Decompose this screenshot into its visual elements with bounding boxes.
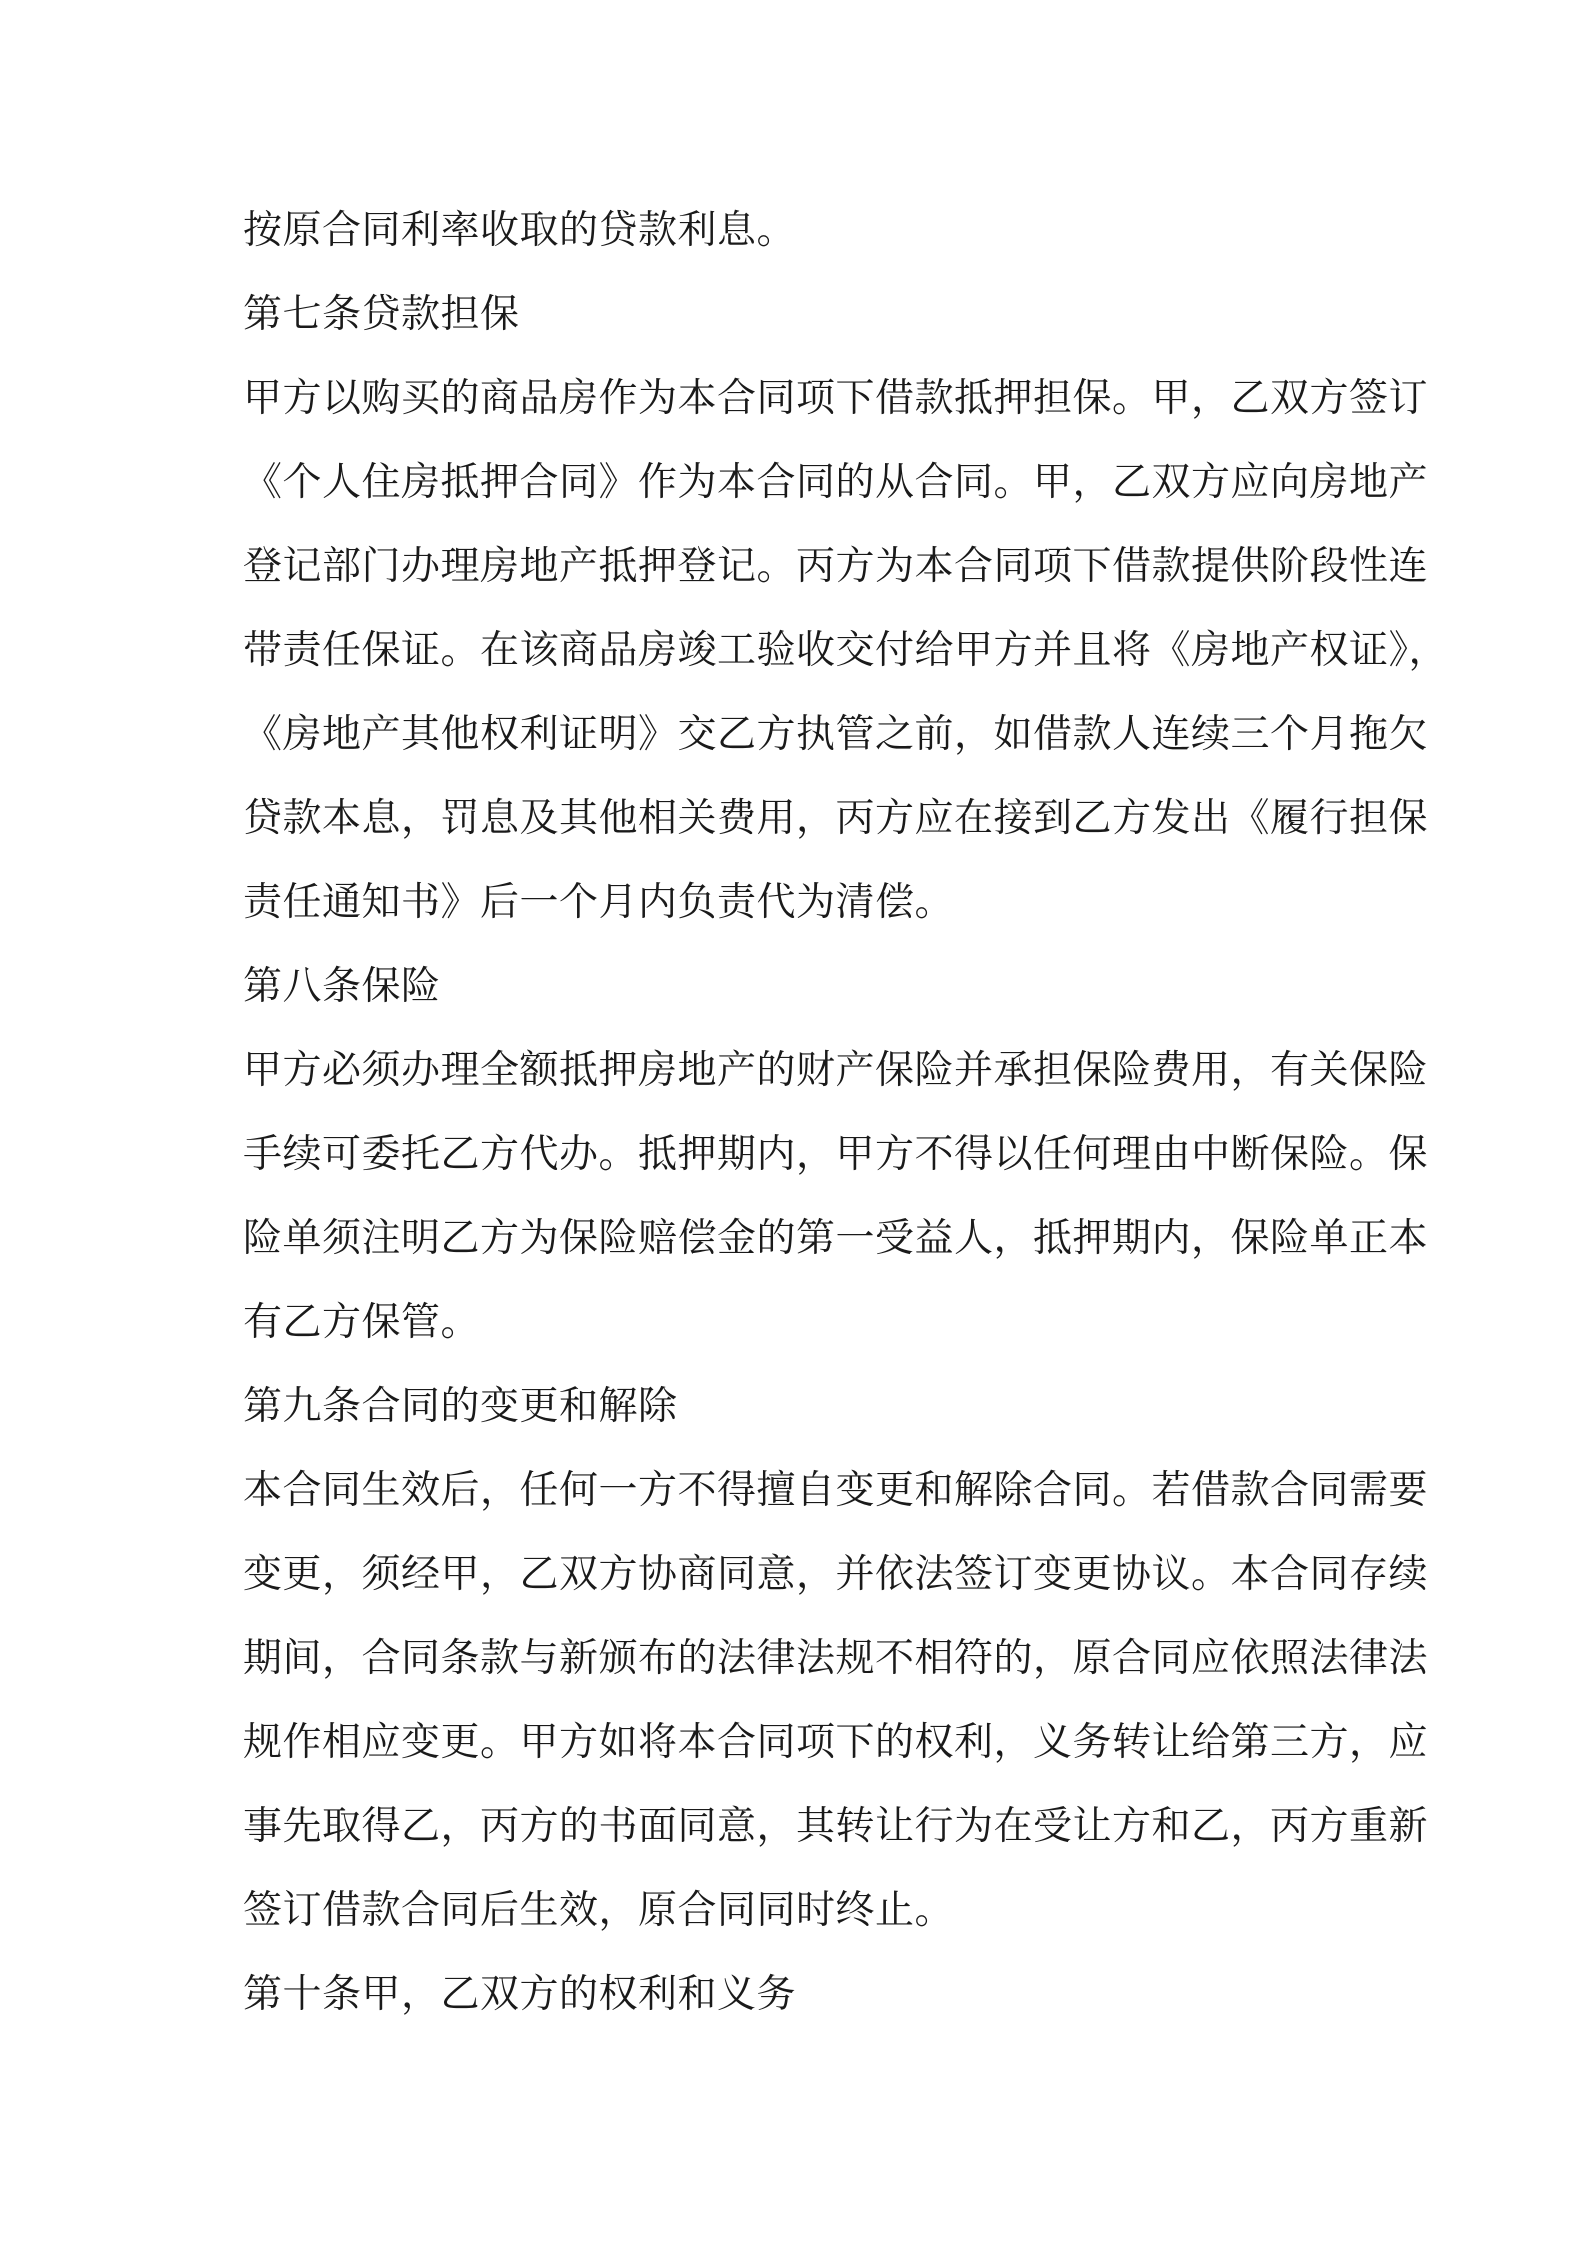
text-line: 险单须注明乙方为保险赔偿金的第一受益人，抵押期内，保险单正本 <box>243 1216 1429 1261</box>
section-heading: 第九条合同的变更和解除 <box>243 1384 678 1429</box>
text-line: 变更，须经甲，乙双方协商同意，并依法签订变更协议。本合同存续 <box>243 1552 1429 1597</box>
text-line: 甲方以购买的商品房作为本合同项下借款抵押担保。甲，乙双方签订 <box>243 376 1429 421</box>
text-line: 登记部门办理房地产抵押登记。丙方为本合同项下借款提供阶段性连 <box>243 544 1429 589</box>
section-heading: 第七条贷款担保 <box>243 292 520 337</box>
text-line: 期间，合同条款与新颁布的法律法规不相符的，原合同应依照法律法 <box>243 1636 1429 1681</box>
text-line: 《个人住房抵押合同》作为本合同的从合同。甲，乙双方应向房地产 <box>243 460 1429 505</box>
text-line: 带责任保证。在该商品房竣工验收交付给甲方并且将《房地产权证》， <box>243 628 1449 673</box>
text-line: 按原合同利率收取的贷款利息。 <box>243 208 797 253</box>
section-heading: 第十条甲，乙双方的权利和义务 <box>243 1972 797 2017</box>
document-body <box>243 189 1449 2037</box>
text-line: 签订借款合同后生效，原合同同时终止。 <box>243 1888 955 1933</box>
text-line: 《房地产其他权利证明》交乙方执管之前，如借款人连续三个月拖欠 <box>243 712 1429 757</box>
text-line: 规作相应变更。甲方如将本合同项下的权利，义务转让给第三方，应 <box>243 1720 1429 1765</box>
text-line: 贷款本息，罚息及其他相关费用，丙方应在接到乙方发出《履行担保 <box>243 796 1429 841</box>
text-line: 事先取得乙，丙方的书面同意，其转让行为在受让方和乙，丙方重新 <box>243 1804 1429 1849</box>
text-line: 有乙方保管。 <box>243 1300 481 1345</box>
text-line: 甲方必须办理全额抵押房地产的财产保险并承担保险费用，有关保险 <box>243 1048 1429 1093</box>
text-line: 责任通知书》后一个月内负责代为清偿。 <box>243 880 955 925</box>
text-line: 手续可委托乙方代办。抵押期内，甲方不得以任何理由中断保险。保 <box>243 1132 1429 1177</box>
section-heading: 第八条保险 <box>243 964 441 1009</box>
text-line: 本合同生效后，任何一方不得擅自变更和解除合同。若借款合同需要 <box>243 1468 1429 1513</box>
